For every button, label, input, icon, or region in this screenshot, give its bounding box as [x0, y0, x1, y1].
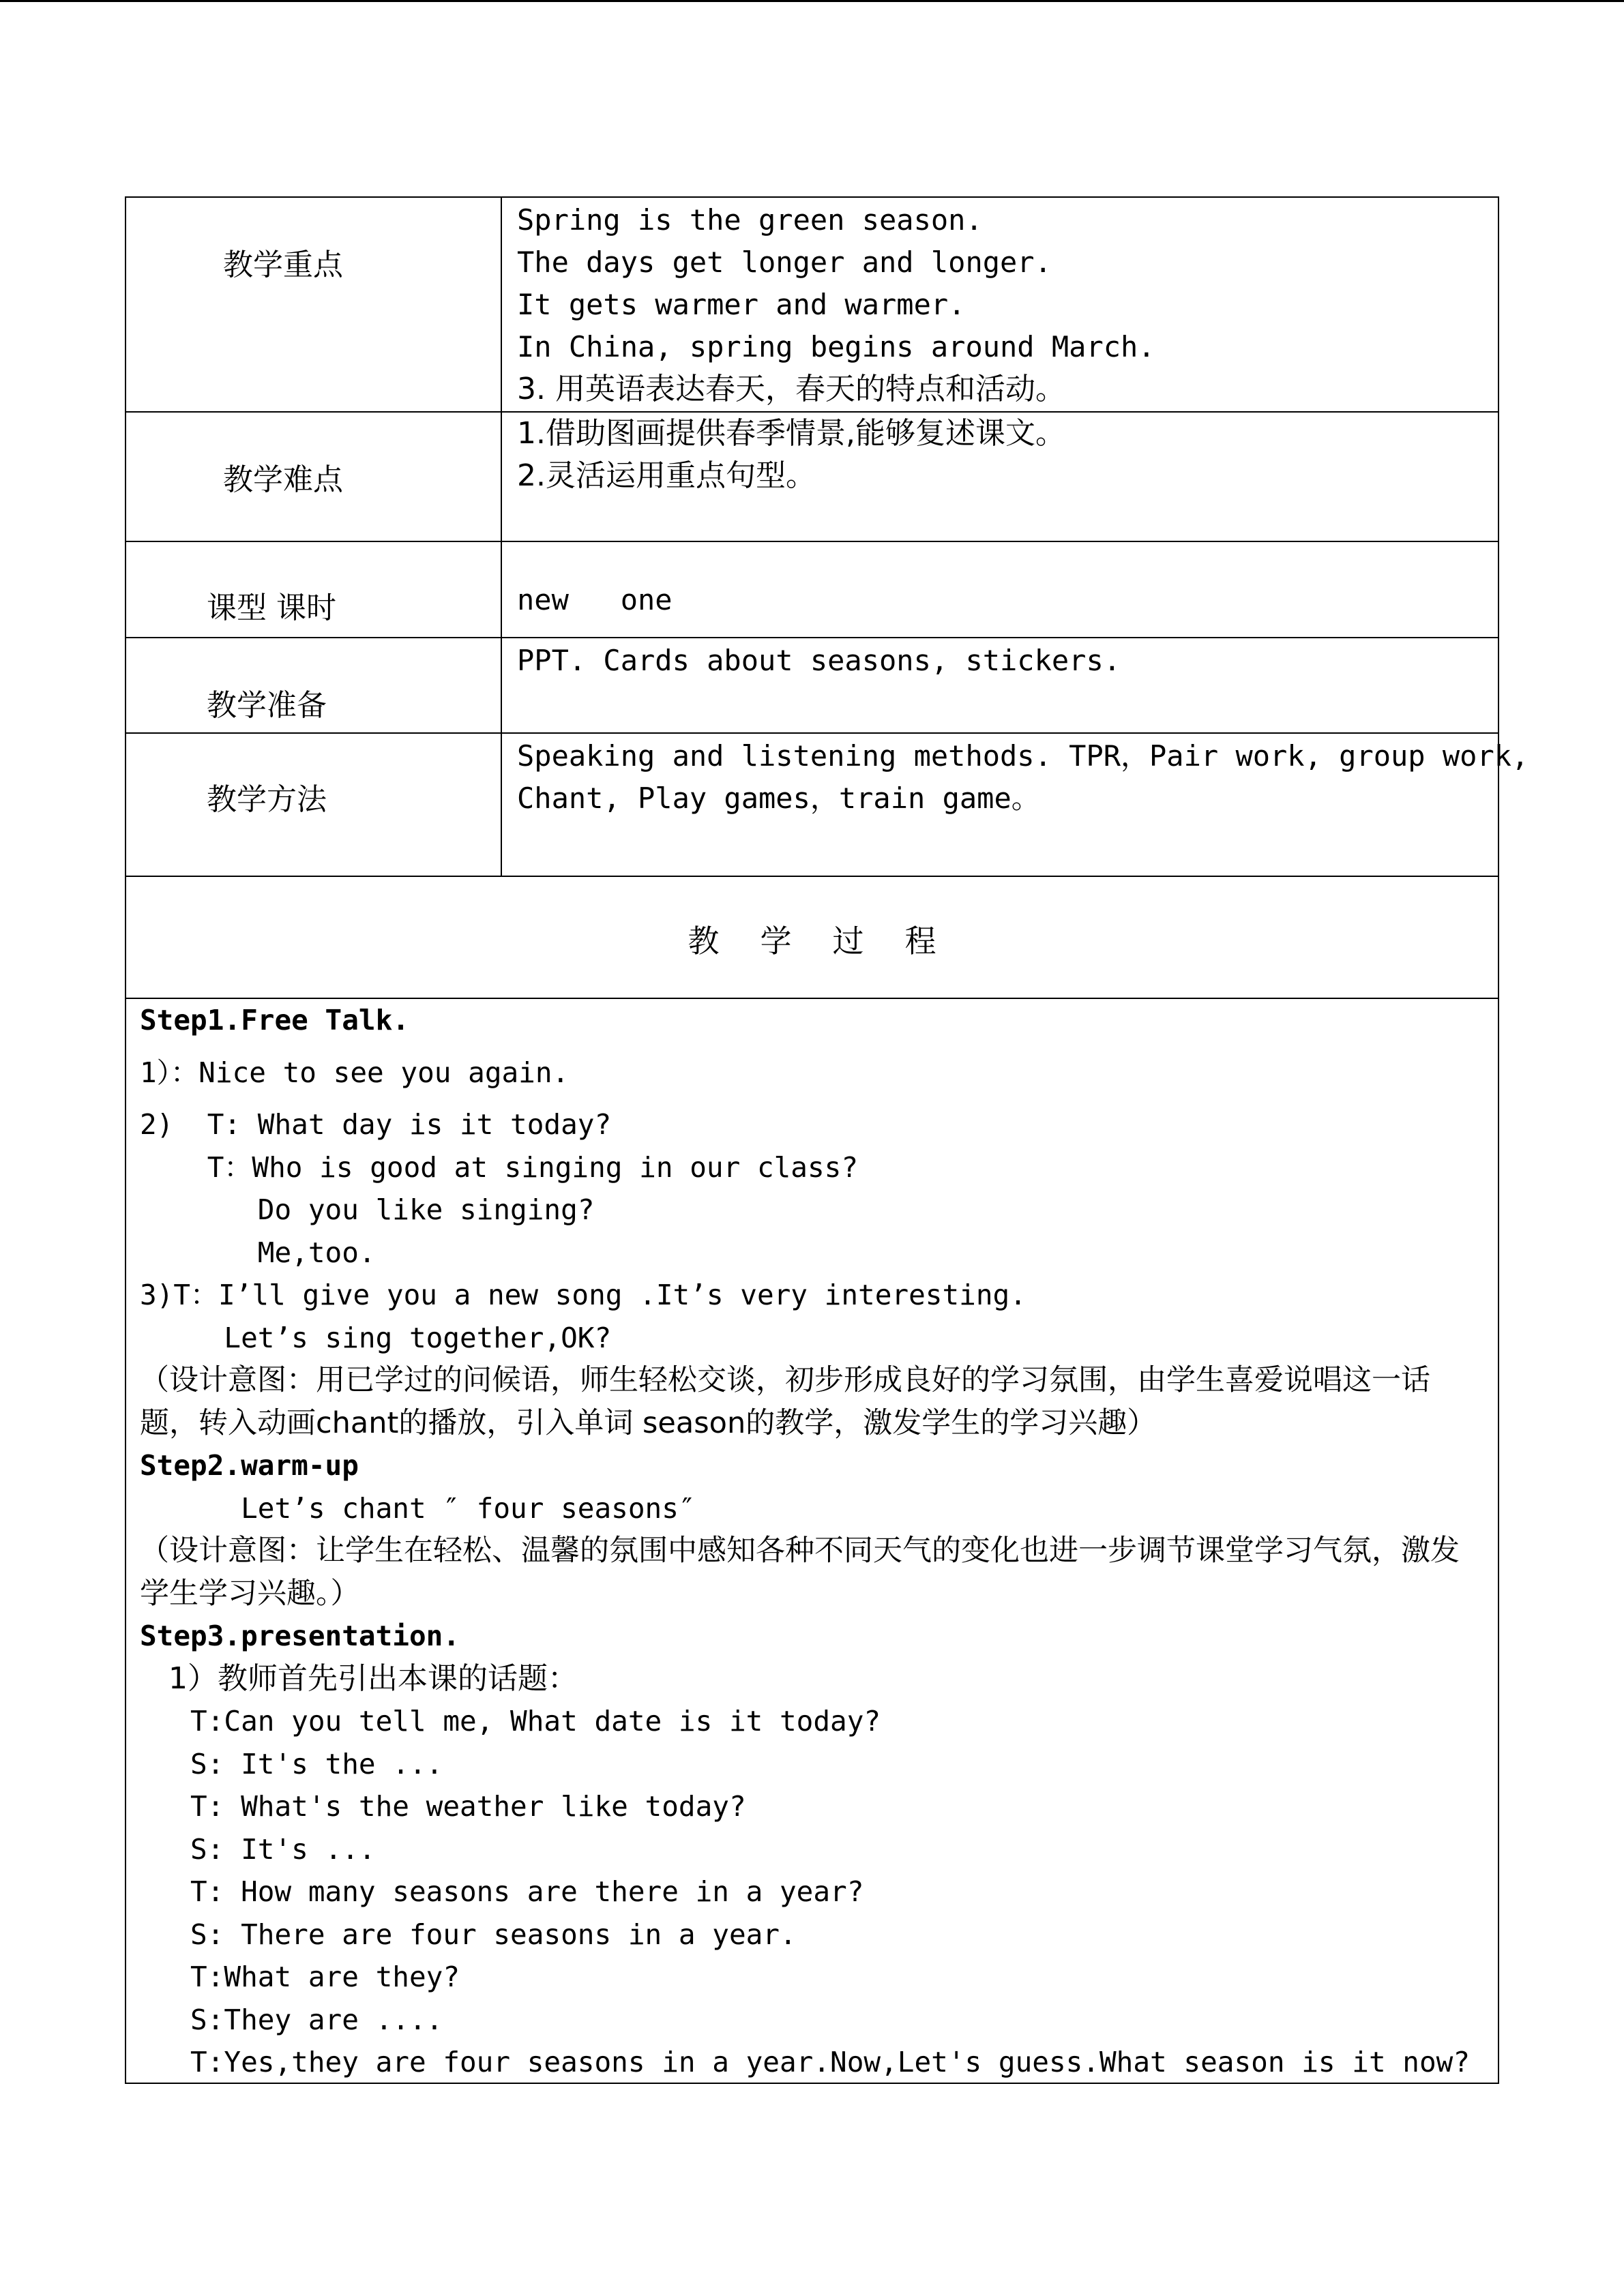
row-label-cell [126, 413, 502, 541]
row-label: 教学方法 [207, 782, 327, 817]
row-label: 教学难点 [223, 462, 343, 497]
process-body [126, 999, 1498, 2084]
content-line: It gets warmer and warmer. [517, 288, 966, 321]
row-label: 教学准备 [207, 688, 327, 723]
body-line: 1）：Nice to see you again. [140, 1056, 570, 1089]
content-line: Chant, Play games，train game。 [517, 781, 1040, 815]
row-content-cell [502, 413, 1498, 541]
content-line: Spring is the green season. [517, 203, 983, 237]
row-content-cell [502, 198, 1498, 411]
content-line: Speaking and listening methods. TPR，Pair work, group work, [517, 739, 1529, 773]
row-label-cell [126, 638, 502, 732]
row-label-cell [126, 198, 502, 411]
content-line: new one [517, 583, 673, 616]
body-line: S: There are four seasons in a year. [140, 1918, 797, 1951]
body-line: T：Who is good at singing in our class? [140, 1150, 859, 1184]
row-content-cell [502, 542, 1498, 637]
body-line: S: It's ... [140, 1832, 376, 1866]
body-line: Me,too. [140, 1236, 376, 1269]
body-line: 2) T: What day is it today? [140, 1108, 612, 1141]
step-heading: Step1.Free Talk. [140, 1004, 409, 1037]
body-line: Let’s sing together,OK? [140, 1321, 612, 1354]
row-process-title [126, 877, 1498, 999]
design-intent-note: （设计意图：用已学过的问候语，师生轻松交谈，初步形成良好的学习氛围，由学生喜爱说唱这一话题，转入动画chant的播放，引入单词 season的教学，激发学生的学习兴趣） [140, 1363, 1430, 1440]
row-teaching-methods [126, 734, 1529, 877]
body-line: 1）教师首先引出本课的话题： [140, 1660, 578, 1696]
lesson-plan-table [125, 196, 1529, 2084]
content-line: 2.灵活运用重点句型。 [517, 458, 816, 493]
row-content-cell [502, 734, 1529, 876]
row-lesson-type [126, 542, 1498, 638]
row-label: 课型 课时 [207, 591, 336, 625]
body-line: T:What are they? [140, 1960, 460, 1993]
page-top-rule [0, 0, 1624, 2]
content-line: PPT. Cards about seasons, stickers. [517, 644, 1121, 677]
body-line: T:Can you tell me, What date is it today? [140, 1705, 881, 1738]
body-line: T:Yes,they are four seasons in a year.Now,Let's guess.What season is it now? [140, 2046, 1471, 2078]
body-line: 3)T：I’ll give you a new song .It’s very interesting. [140, 1279, 1027, 1311]
row-label-cell [126, 542, 502, 637]
row-label-cell [126, 734, 502, 876]
body-line: S: It's the ... [140, 1747, 443, 1780]
step-heading: Step3.presentation. [140, 1620, 460, 1652]
step-heading: Step2.warm-up [140, 1449, 359, 1482]
content-line: In China, spring begins around March. [517, 330, 1155, 363]
content-line: 1.借助图画提供春季情景,能够复述课文。 [517, 416, 1065, 451]
body-line: T: How many seasons are there in a year? [140, 1875, 864, 1908]
row-teaching-preparation [126, 638, 1498, 734]
row-content-cell [502, 638, 1498, 732]
content-line: 3. 用英语表达春天，春天的特点和活动。 [517, 372, 1065, 406]
body-line: T: What's the weather like today? [140, 1790, 746, 1823]
body-line: S:They are .... [140, 2003, 443, 2036]
row-teaching-focus [126, 198, 1498, 413]
body-line: Let’s chant ″ four seasons″ [140, 1491, 696, 1525]
process-title: 教学过程 [688, 923, 977, 959]
content-line: The days get longer and longer. [517, 245, 1052, 279]
row-teaching-difficulty [126, 413, 1498, 542]
design-intent-note: （设计意图：让学生在轻松、温馨的氛围中感知各种不同天气的变化也进一步调节课堂学习气氛，激发学生学习兴趣。） [140, 1534, 1460, 1611]
row-label: 教学重点 [223, 248, 343, 282]
body-line: Do you like singing? [140, 1193, 595, 1226]
